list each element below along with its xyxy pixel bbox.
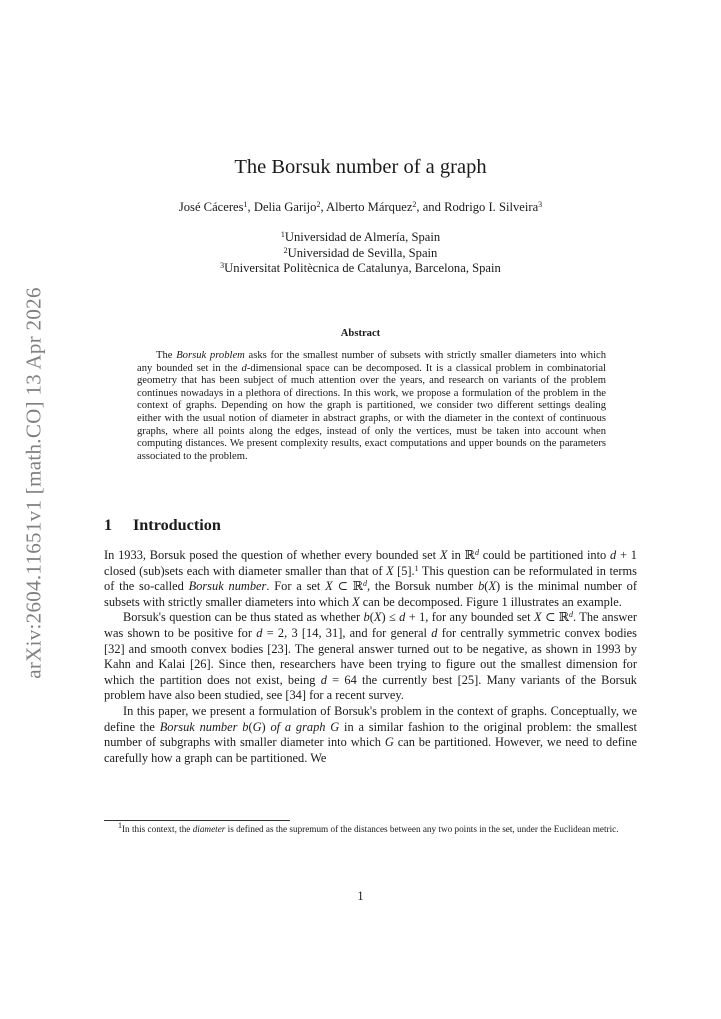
affiliation (0, 261, 721, 277)
author-name: Rodrigo I. Silveira (444, 200, 539, 214)
section-title: Introduction (133, 516, 221, 534)
section-number: 1 (104, 516, 113, 534)
page-number: 1 (357, 889, 364, 903)
author-name: Delia Garijo (253, 200, 317, 214)
affiliation-mark: 1 (243, 200, 248, 209)
footnote-mark: 1 (414, 563, 419, 573)
footnote: $^1$In this context, the diameter is defined as the supremum of the distances between any two points in the set, under the Euclidean metric. (118, 821, 619, 834)
paper-title: The Borsuk number of a graph (234, 156, 487, 178)
paragraph: In this paper, we present a formulation of Borsuk's problem in the context of graphs. Conceptually, we define the Borsuk number b(G) of a graph G in a similar fashion to the original problem: the smallest number of subgraphs with smaller diameter into which G can be partitioned. However, we need to define carefully how a graph can be partitioned. We (104, 703, 637, 765)
affiliation-mark: 2 (412, 200, 417, 209)
affiliation-name: Universitat Politècnica de Catalunya, Barcelona, Spain (224, 261, 501, 276)
affiliation-name: Universidad de Sevilla, Spain (287, 245, 438, 260)
affiliation-name: Universidad de Almería, Spain (284, 230, 441, 244)
arxiv-stamp (16, 278, 52, 688)
author-list: José Cáceres$^1$, Delia Garijo$^2$, Alberto Márquez$^2$, and Rodrigo I. Silveira$^3$ (178, 200, 543, 214)
affiliation (0, 246, 721, 262)
paragraph: Borsuk's question can be thus stated as whether b(X) ≤ d + 1, for any bounded set X ⊂ ℝ$^d$. The answer was shown to be positive for d = 2, 3 [14, 31], and for general d for centrally symmetric convex bodies [32] and smooth convex bodies [23]. The general answer turned out to be negative, as shown in 1993 by Kahn and Kalai [26]. Since then, researchers have been trying to figure out the smallest dimension for which the partition does not exist, being d = 64 the currently best [25]. Many variants of the Borsuk problem have also been studied, see [34] for a recent survey. (104, 610, 638, 703)
affiliation-list (0, 230, 721, 277)
abstract-text: The Borsuk problem asks for the smallest number of subsets with strictly smaller diameters into which any bounded set in the d-dimensional space can be decomposed. It is a classical problem in combinatorial geometry that has been subject of much attention over the years, and research on variants of the problem continues nowadays in a plethora of directions. In this work, we propose a formulation of the problem in the context of graphs. Depending on how the graph is partitioned, we consider two different settings dealing either with the usual notion of diameter in abstract graphs, or with the diameter in the context of continuous graphs, where all points along the edges, instead of only the vertices, must be taken into account when computing distances. We present complexity results, exact computations and upper bounds on the parameters associated to the problem. (137, 350, 607, 462)
paragraph: In 1933, Borsuk posed the question of whether every bounded set X in ℝ$^d$ could be partitioned into d + 1 closed (sub)sets each with diameter smaller than that of X [5].$^1$ This question can be reformulated in terms of the so-called Borsuk number. For a set X ⊂ ℝ$^d$, the Borsuk number b(X) is the minimal number of subsets with strictly smaller diameters into which X can be decomposed. Figure 1 illustrates an example. (104, 548, 638, 609)
affiliation-mark: 2 (316, 200, 321, 209)
author-name: José Cáceres (178, 200, 244, 214)
affiliation-mark: 3 (538, 200, 543, 209)
abstract-heading: Abstract (340, 328, 381, 339)
footnote-divider (104, 820, 290, 821)
footnote-mark: 1 (118, 821, 122, 830)
affiliation-mark: 2 (283, 245, 288, 255)
arxiv-identifier: arXiv:2604.11651v1 [math.CO] 13 Apr 2026 (21, 287, 46, 679)
author-name: Alberto Márquez (326, 200, 413, 214)
section-heading (104, 516, 221, 535)
affiliation-mark: 3 (220, 261, 225, 271)
body-text (104, 548, 637, 766)
affiliation (0, 230, 721, 246)
affiliation-mark: 1 (280, 230, 285, 239)
